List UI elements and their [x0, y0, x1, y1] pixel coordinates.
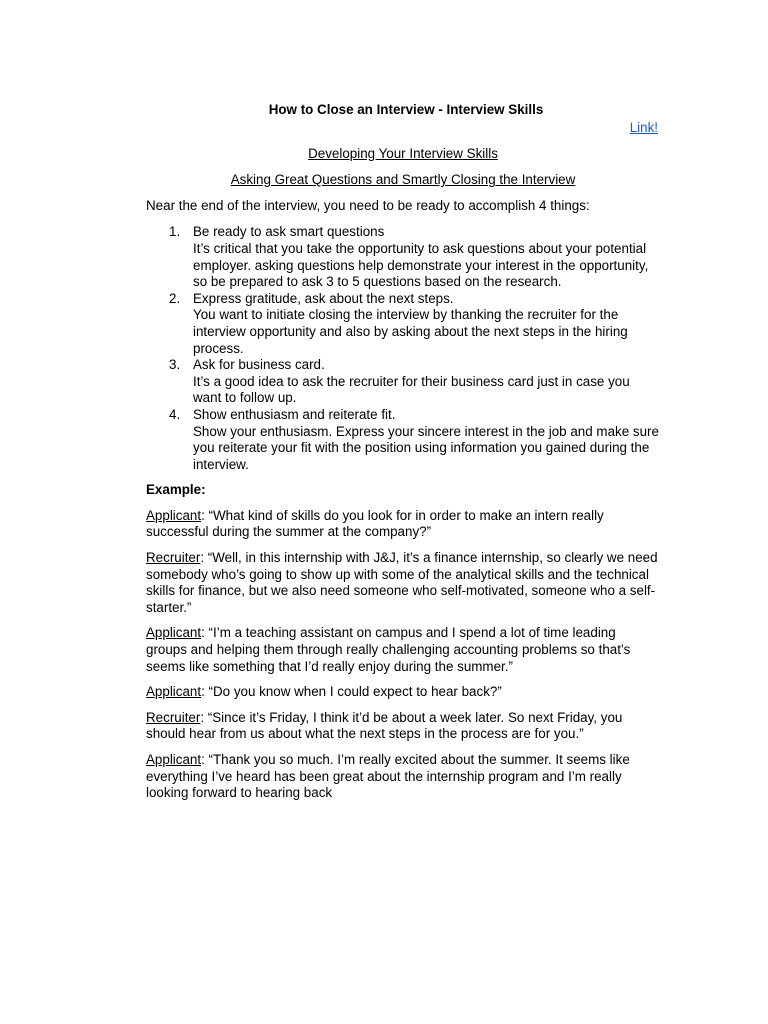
dialogue-line	[146, 508, 660, 541]
speaker-label: Applicant	[146, 752, 202, 767]
list-item-body: You want to initiate closing the interview by thanking the recruiter for the interview opportunity and also by asking about the next steps in the hiring process.	[193, 307, 628, 356]
list-item-heading: Express gratitude, ask about the next steps.	[193, 290, 454, 306]
document-page	[146, 102, 660, 802]
speaker-label: Recruiter	[146, 709, 201, 725]
list-item-heading: Show enthusiasm and reiterate fit.	[193, 406, 396, 422]
list-item	[146, 407, 660, 473]
dialogue-line	[146, 752, 660, 802]
list-item	[146, 357, 660, 407]
dialogue-text: : “Do you know when I could expect to hear back?”	[201, 684, 502, 700]
speaker-label: Applicant	[146, 684, 202, 700]
list-item-heading: Ask for business card.	[193, 357, 325, 373]
link-row	[146, 120, 660, 137]
list-item-number: 3.	[169, 357, 181, 373]
example-heading: Example:	[146, 482, 206, 498]
list-item-heading: Be ready to ask smart questions	[193, 224, 385, 240]
list-item-number: 4.	[169, 406, 181, 422]
source-link[interactable]: Link!	[629, 119, 658, 135]
dialogue-text: : “I’m a teaching assistant on campus and I spend a lot of time leading groups and helping them through really challenging accounting problems so that’s seems like something that I’d really enjoy during the summer.”	[146, 625, 631, 674]
list-item	[146, 291, 660, 357]
list-item-body: It’s a good idea to ask the recruiter for their business card just in case you want to follow up.	[193, 373, 630, 406]
dialogue-line	[146, 550, 660, 616]
dialogue-text: : “What kind of skills do you look for in order to make an intern really successful during the summer at the company?”	[146, 507, 604, 540]
dialogue-text: : “Well, in this internship with J&J, it’s a finance internship, so clearly we need somebody who’s going to show up with some of the analytical skills and the technical skills for finance, but we also need someone who self-motivated, someone who a self-starter.”	[146, 550, 658, 615]
list-item-number: 1.	[169, 224, 181, 240]
list-item-body: Show your enthusiasm. Express your sincere interest in the job and make sure you reiterate your fit with the position using information you gained during the interview.	[193, 423, 659, 472]
list-item	[146, 224, 660, 290]
speaker-label: Applicant	[146, 507, 202, 523]
document-title: How to Close an Interview - Interview Skills	[268, 102, 544, 117]
steps-list	[146, 224, 660, 473]
list-item-number: 2.	[169, 290, 181, 306]
dialogue-line	[146, 625, 660, 675]
example-dialogue	[146, 508, 660, 802]
intro-paragraph: Near the end of the interview, you need to be ready to accomplish 4 things:	[146, 197, 590, 213]
section-heading: Developing Your Interview Skills	[308, 145, 498, 161]
dialogue-line	[146, 684, 660, 701]
section-subheading: Asking Great Questions and Smartly Closing the Interview	[230, 172, 576, 188]
speaker-label: Applicant	[146, 625, 202, 641]
dialogue-line	[146, 710, 660, 743]
speaker-label: Recruiter	[146, 550, 201, 566]
dialogue-text: : “Since it’s Friday, I think it’d be about a week later. So next Friday, you should hear from us about what the next steps in the process are for you.”	[146, 709, 623, 742]
dialogue-text: : “Thank you so much. I’m really excited about the summer. It seems like everything I’ve heard has been great about the internship program and I’m really looking forward to hearing back	[146, 752, 630, 801]
list-item-body: It’s critical that you take the opportunity to ask questions about your potential employer. asking questions help demonstrate your interest in the opportunity, so be prepared to ask 3 to 5 questions based on the research.	[193, 240, 649, 290]
